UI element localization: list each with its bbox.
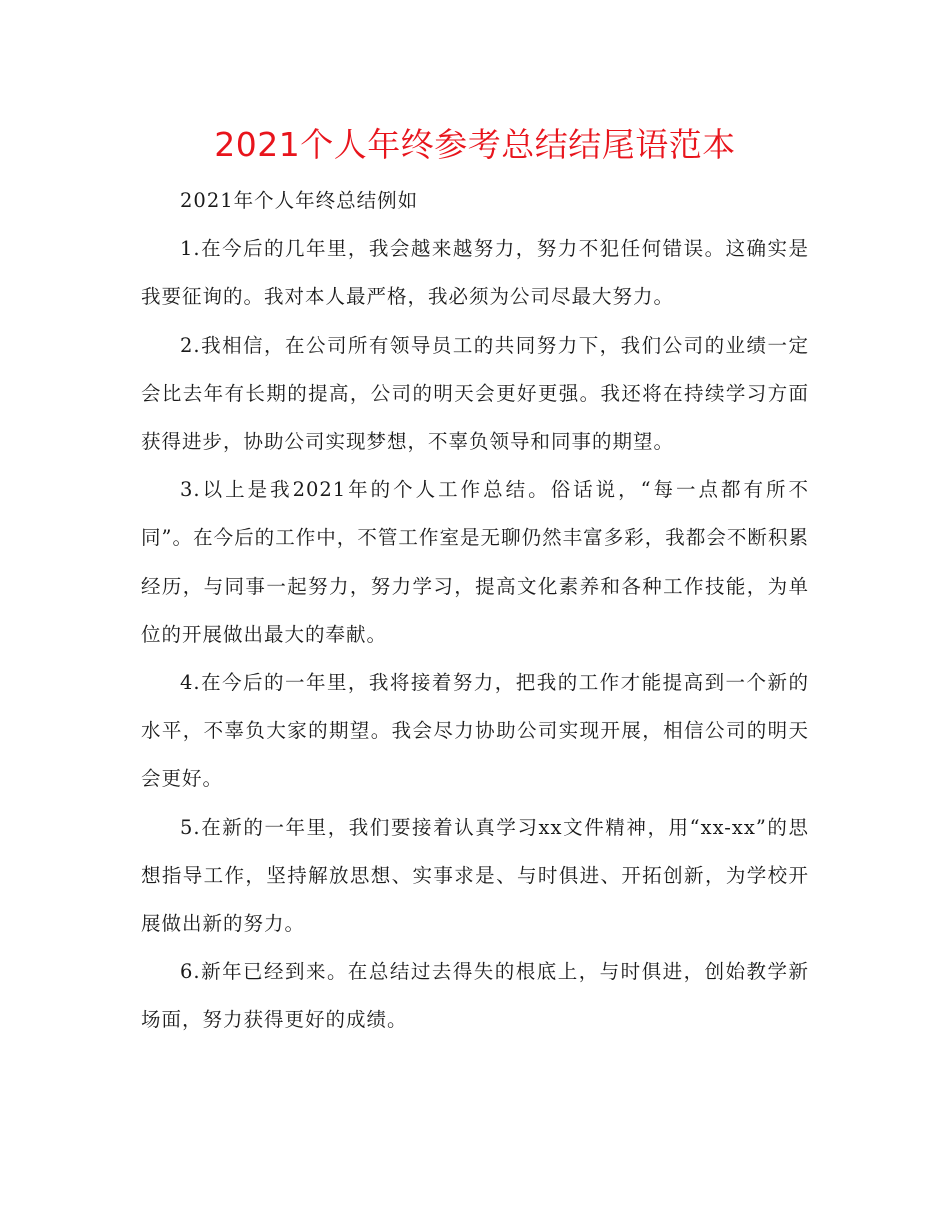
subtitle-paragraph: 2021年个人年终总结例如 [180, 189, 419, 212]
paragraph-5: 5.在新的一年里，我们要接着认真学习xx文件精神，用“xx-xx”的思想指导工作，坚持解放思想、实事求是、与时俱进、开拓创新，为学校开展做出新的努力。 [141, 815, 809, 936]
paragraph-4: 4.在今后的一年里，我将接着努力，把我的工作才能提高到一个新的水平，不辜负大家的期望。我会尽力协助公司实现开展，相信公司的明天会更好。 [141, 671, 809, 791]
paragraph-2: 2.我相信，在公司所有领导员工的共同努力下，我们公司的业绩一定会比去年有长期的提高，公司的明天会更好更强。我还将在持续学习方面获得进步，协助公司实现梦想，不辜负领导和同事的期望。 [141, 333, 809, 454]
paragraph-3: 3.以上是我2021年的个人工作总结。俗话说，“每一点都有所不同”。在今后的工作中，不管工作室是无聊仍然丰富多彩，我都会不断积累经历，与同事一起努力，努力学习，提高文化素养和各种工作技能，为单位的开展做出最大的奉献。 [141, 478, 809, 646]
document-title: 2021个人年终参考总结结尾语范本 [214, 125, 736, 164]
paragraph-6: 6.新年已经到来。在总结过去得失的根底上，与时俱进，创始教学新场面，努力获得更好的成绩。 [141, 960, 809, 1032]
paragraph-1: 1.在今后的几年里，我会越来越努力，努力不犯任何错误。这确实是我要征询的。我对本人最严格，我必须为公司尽最大努力。 [141, 237, 809, 309]
document-body [141, 177, 809, 1045]
